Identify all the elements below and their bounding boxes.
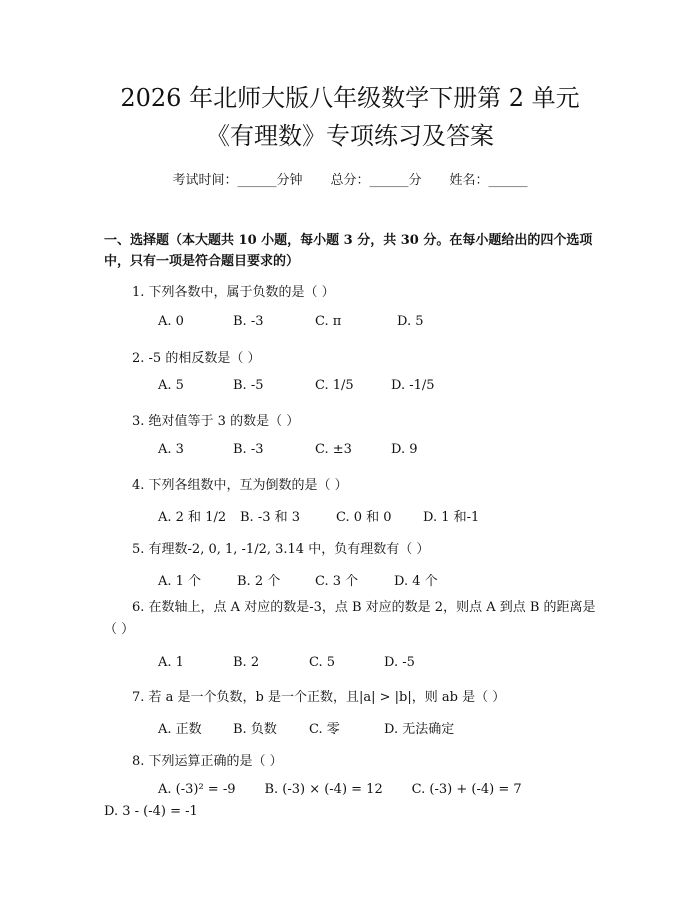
document-title-line2: 《有理数》专项练习及答案 xyxy=(206,122,494,150)
option-b: B. 2 个 xyxy=(237,574,281,589)
student-name-field: 姓名：______ xyxy=(449,173,528,188)
option-a: A. (-3)² = -9 xyxy=(158,782,236,797)
option-d: D. -5 xyxy=(384,655,415,670)
option-c: C. 3 个 xyxy=(315,574,359,589)
option-a: A. 1 xyxy=(158,655,184,670)
option-d: D. 9 xyxy=(391,442,418,457)
option-c: C. π xyxy=(315,314,342,329)
section-heading: 一、选择题（本大题共 10 小题，每小题 3 分，共 30 分。在每小题给出的四个选项中，只有一项是符合题目要求的） xyxy=(104,233,593,269)
option-b: B. (-3) × (-4) = 12 xyxy=(264,782,383,797)
option-d: D. 5 xyxy=(397,314,424,329)
option-a: A. 3 xyxy=(158,442,184,457)
option-a: A. 正数 xyxy=(158,722,202,737)
option-a: A. 2 和 1/2 xyxy=(158,510,227,525)
option-b: B. 2 xyxy=(233,655,260,670)
total-score-field: 总分：______分 xyxy=(330,173,422,188)
question-4-stem: 4. 下列各组数中，互为倒数的是（ ） xyxy=(132,478,348,493)
question-2-stem: 2. -5 的相反数是（ ） xyxy=(132,351,261,366)
exam-time-field: 考试时间：______分钟 xyxy=(172,173,303,188)
question-6-stem: 6. 在数轴上，点 A 对应的数是-3，点 B 对应的数是 2，则点 A 到点 B 的距离是（ ） xyxy=(104,600,596,637)
option-a: A. 0 xyxy=(158,314,184,329)
exam-info-row xyxy=(0,169,700,188)
question-7-stem: 7. 若 a 是一个负数，b 是一个正数，且|a| > |b|，则 ab 是（ ） xyxy=(132,690,506,705)
question-1-stem: 1. 下列各数中，属于负数的是（ ） xyxy=(132,285,335,300)
option-a: A. 1 个 xyxy=(158,574,202,589)
option-d: D. -1/5 xyxy=(391,378,435,393)
option-d: D. 4 个 xyxy=(394,574,438,589)
option-c: C. 0 和 0 xyxy=(336,510,392,525)
option-b: B. -3 xyxy=(233,442,264,457)
question-5-stem: 5. 有理数-2, 0, 1, -1/2, 3.14 中，负有理数有（ ） xyxy=(132,542,430,557)
option-c: C. 1/5 xyxy=(315,378,354,393)
option-d: D. 无法确定 xyxy=(384,722,455,737)
option-c: C. ±3 xyxy=(315,442,352,457)
option-c: C. 5 xyxy=(309,655,336,670)
option-c: C. 零 xyxy=(309,722,340,737)
option-d: D. 3 - (-4) = -1 xyxy=(104,804,198,819)
option-b: B. -5 xyxy=(233,378,264,393)
option-d: D. 1 和-1 xyxy=(423,510,480,525)
option-b: B. -3 和 3 xyxy=(240,510,301,525)
document-title-line1: 2026 年北师大版八年级数学下册第 2 单元 xyxy=(120,84,580,112)
option-c: C. (-3) + (-4) = 7 xyxy=(411,782,522,797)
question-3-stem: 3. 绝对值等于 3 的数是（ ） xyxy=(132,414,300,429)
question-8-stem: 8. 下列运算正确的是（ ） xyxy=(132,754,283,769)
option-b: B. 负数 xyxy=(233,722,277,737)
option-a: A. 5 xyxy=(158,378,184,393)
option-b: B. -3 xyxy=(233,314,264,329)
question-8-options xyxy=(104,779,600,823)
